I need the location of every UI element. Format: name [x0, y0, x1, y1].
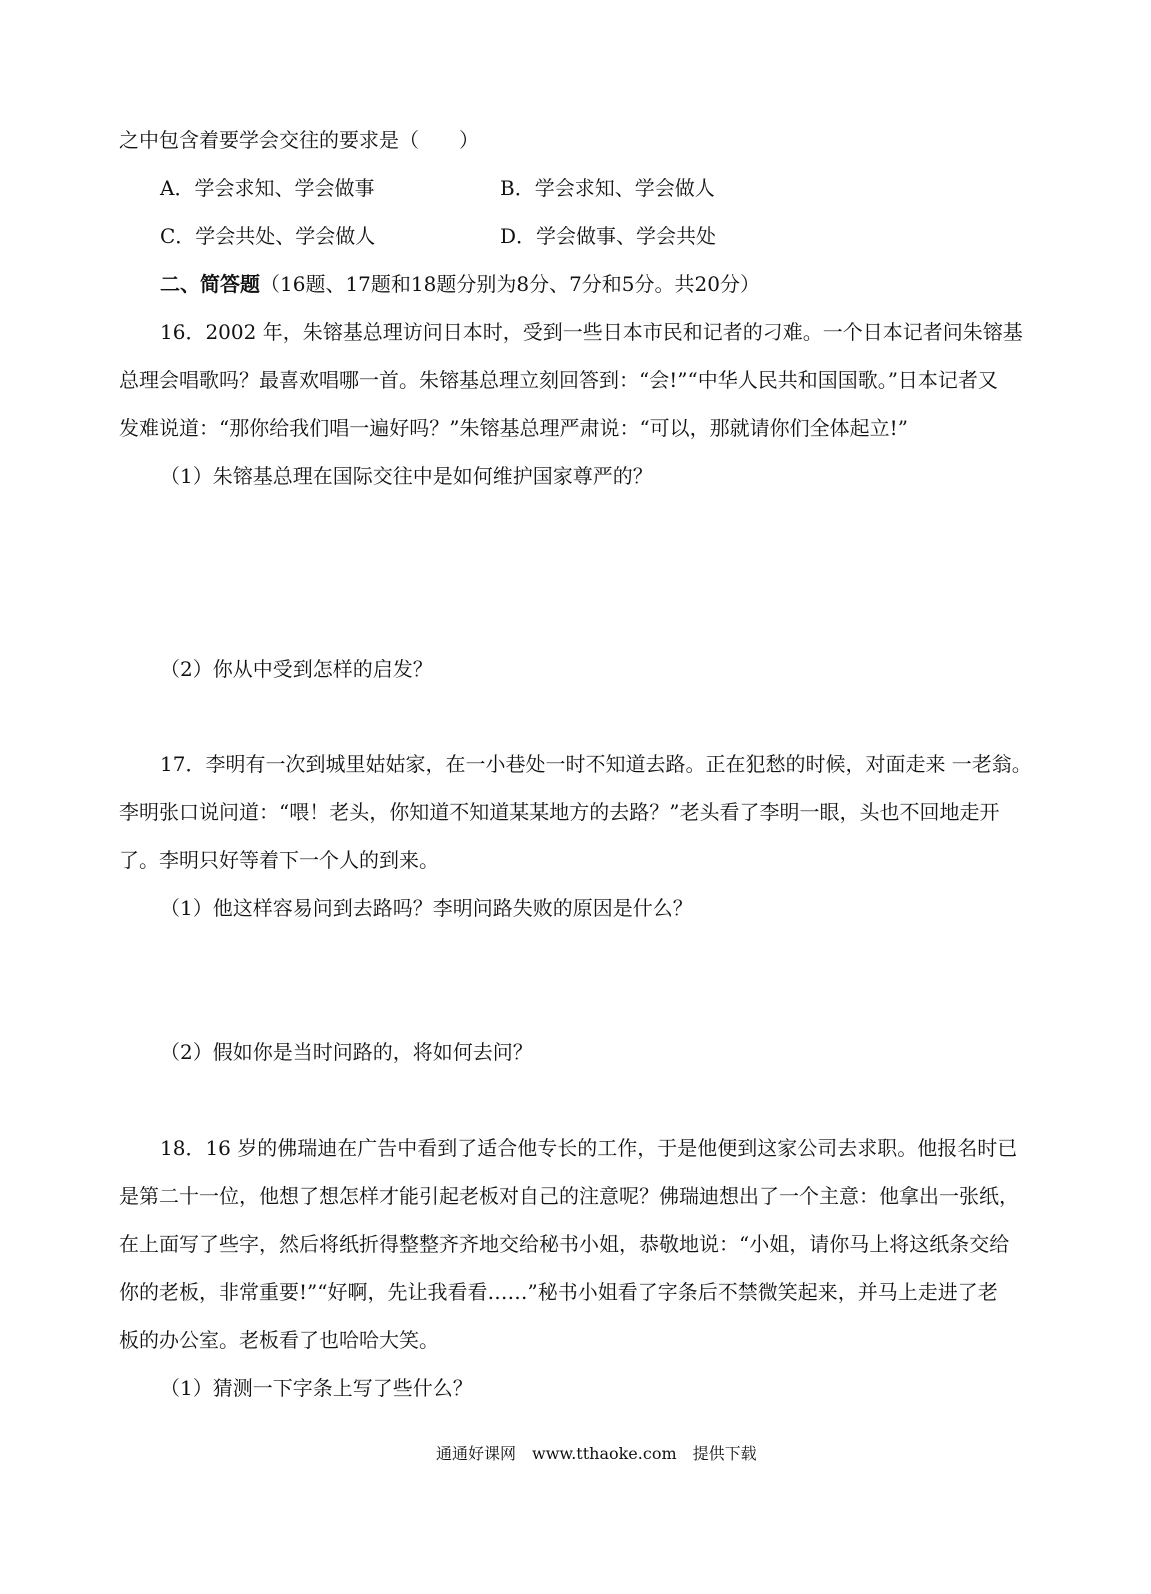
q16-sub1: （1）朱镕基总理在国际交往中是如何维护国家尊严的？ — [160, 464, 653, 488]
section2-heading-line — [160, 270, 760, 298]
q18-line3: 在上面写了些字，然后将纸折得整整齐齐地交给秘书小姐，恭敬地说：“小姐，请你马上将这纸条交给 — [119, 1232, 1010, 1256]
footer-credit: 通通好课网 www.tthaoke.com 提供下载 — [436, 1444, 757, 1463]
section2-note: （16题、17题和18题分别为8分、7分和5分。共20分） — [260, 272, 760, 296]
q15-option-a: A．学会求知、学会做事 — [160, 176, 375, 200]
q18-sub1: （1）猜测一下字条上写了些什么？ — [160, 1376, 473, 1400]
q16-line2: 总理会唱歌吗？最喜欢唱哪一首。朱镕基总理立刻回答到：“会!”“中华人民共和国国歌。”日本记者又 — [119, 368, 998, 392]
q18-line1: 18．16 岁的佛瑞迪在广告中看到了适合他专长的工作，于是他便到这家公司去求职。他报名时已 — [160, 1136, 1018, 1160]
q15-stem-tail: 之中包含着要学会交往的要求是（ ） — [119, 128, 479, 152]
q17-sub2: （2）假如你是当时问路的，将如何去问？ — [160, 1040, 533, 1064]
q18-line5: 板的办公室。老板看了也哈哈大笑。 — [119, 1328, 439, 1352]
q18-line4: 你的老板，非常重要!”“好啊，先让我看看……”秘书小姐看了字条后不禁微笑起来，并马上走进了老 — [119, 1280, 998, 1304]
section2-heading: 二、简答题 — [160, 272, 260, 296]
q15-option-d: D．学会做事、学会共处 — [500, 224, 717, 248]
q18-line2: 是第二十一位，他想了想怎样才能引起老板对自己的注意呢？佛瑞迪想出了一个主意：他拿出一张纸， — [119, 1184, 1019, 1208]
q16-sub2: （2）你从中受到怎样的启发？ — [160, 657, 433, 681]
q17-line1: 17．李明有一次到城里姑姑家，在一小巷处一时不知道去路。正在犯愁的时候，对面走来 一老翁。 — [160, 752, 1032, 776]
q17-sub1: （1）他这样容易问到去路吗？李明问路失败的原因是什么？ — [160, 896, 693, 920]
q16-line3: 发难说道：“那你给我们唱一遍好吗？”朱镕基总理严肃说：“可以，那就请你们全体起立!” — [119, 416, 908, 440]
q16-line1: 16．2002 年，朱镕基总理访问日本时，受到一些日本市民和记者的刁难。一个日本记者问朱镕基 — [160, 320, 1023, 344]
q17-line2: 李明张口说问道：“喂！老头，你知道不知道某某地方的去路？”老头看了李明一眼，头也不回地走开 — [119, 800, 1000, 824]
q15-option-c: C．学会共处、学会做人 — [160, 224, 376, 248]
q17-line3: 了。李明只好等着下一个人的到来。 — [119, 848, 439, 872]
q15-option-b: B．学会求知、学会做人 — [500, 176, 715, 200]
